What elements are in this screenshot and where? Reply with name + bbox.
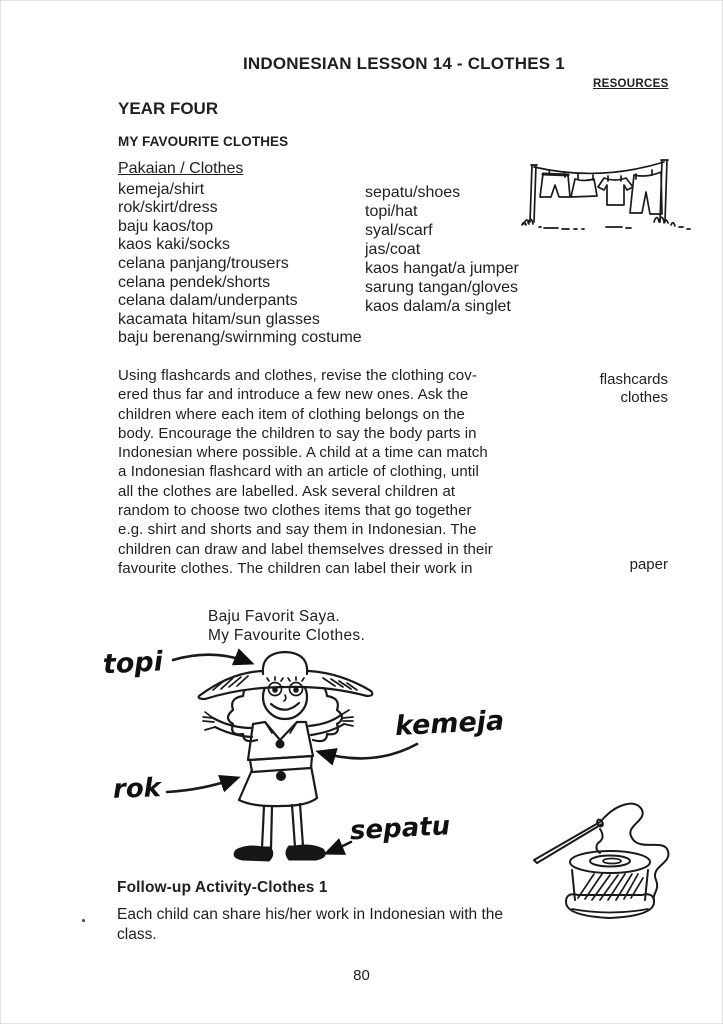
vocab-item: sepatu/shoes — [365, 184, 461, 201]
page-title: INDONESIAN LESSON 14 - CLOTHES 1 — [243, 54, 565, 73]
followup-line: Each child can share his/her work in Indonesian with the — [117, 906, 503, 923]
paragraph-line: e.g. shirt and shorts and say them in Indonesian. The — [118, 521, 477, 539]
paragraph-line: favourite clothes. The children can label their work in — [118, 559, 473, 577]
vocab-item: baju berenang/swirnming costume — [118, 329, 362, 347]
vocab-item: sarung tangan/gloves — [365, 279, 518, 296]
paragraph-line: children where each item of clothing belongs on the — [118, 405, 465, 423]
paragraph-line: body. Encourage the children to say the body parts in — [118, 424, 477, 442]
vocab-heading: Pakaian / Clothes — [118, 160, 244, 177]
vocab-item: celana dalam/underpants — [118, 292, 298, 310]
paragraph-line: a Indonesian flashcard with an article of clothing, until — [118, 463, 479, 481]
paragraph-line: children can draw and label themselves dressed in their — [118, 540, 493, 558]
vocab-item: jas/coat — [365, 241, 421, 258]
label-topi: topi — [102, 646, 164, 681]
paragraph-line: Using flashcards and clothes, revise the clothing cov- — [118, 367, 477, 384]
margin-note-flashcards: flashcards — [599, 371, 668, 388]
vocab-list-right — [365, 183, 519, 316]
vocab-item: kaos kaki/socks — [118, 236, 231, 254]
caption-english: My Favourite Clothes. — [208, 626, 366, 644]
arrow-rok — [167, 778, 237, 792]
vocab-item: celana pendek/shorts — [118, 273, 271, 291]
paragraph-line: random to choose two clothes items that go together — [118, 502, 472, 520]
vocab-item: kacamata hitam/sun glasses — [118, 310, 320, 328]
label-kemeja: kemeja — [394, 705, 505, 743]
label-rok: rok — [112, 773, 162, 805]
topic-heading: MY FAVOURITE CLOTHES — [118, 134, 289, 149]
followup-heading: Follow-up Activity-Clothes 1 — [117, 879, 328, 896]
thread-spool-and-needle-icon — [528, 790, 703, 925]
stray-mark — [82, 919, 85, 922]
arrow-topi — [173, 655, 251, 663]
paragraph-line: all the clothes are labelled. Ask several children at — [118, 482, 456, 500]
vocab-item: baju kaos/top — [118, 217, 214, 235]
margin-note-clothes: clothes — [620, 389, 668, 406]
girl-in-favourite-clothes-illustration — [85, 640, 505, 875]
vocab-item: rok/skirt/dress — [118, 199, 218, 217]
vocab-list-left — [118, 160, 362, 348]
paragraph-line: ered thus far and introduce a few new ones. Ask the — [118, 386, 469, 404]
margin-note-paper: paper — [629, 556, 668, 573]
vocab-item: kemeja/shirt — [118, 180, 205, 198]
followup-body — [117, 905, 503, 944]
year-heading: YEAR FOUR — [118, 99, 219, 118]
vocab-item: kaos dalam/a singlet — [365, 298, 511, 315]
followup-line: class. — [117, 925, 157, 943]
activity-paragraph — [118, 366, 493, 578]
label-sepatu: sepatu — [349, 811, 451, 847]
vocab-item: kaos hangat/a jumper — [365, 260, 519, 277]
caption-indonesian: Baju Favorit Saya. — [208, 608, 341, 625]
vocab-item: celana panjang/trousers — [118, 254, 289, 272]
arrow-sepatu — [327, 842, 351, 853]
clothesline-icon — [514, 150, 706, 238]
page-number: 80 — [353, 967, 370, 984]
paragraph-line: Indonesian where possible. A child at a time can match — [118, 444, 488, 462]
vocab-item: topi/hat — [365, 203, 418, 220]
resources-heading: RESOURCES — [593, 78, 669, 90]
arrow-kemeja — [319, 744, 417, 758]
vocab-item: syal/scarf — [365, 222, 433, 239]
